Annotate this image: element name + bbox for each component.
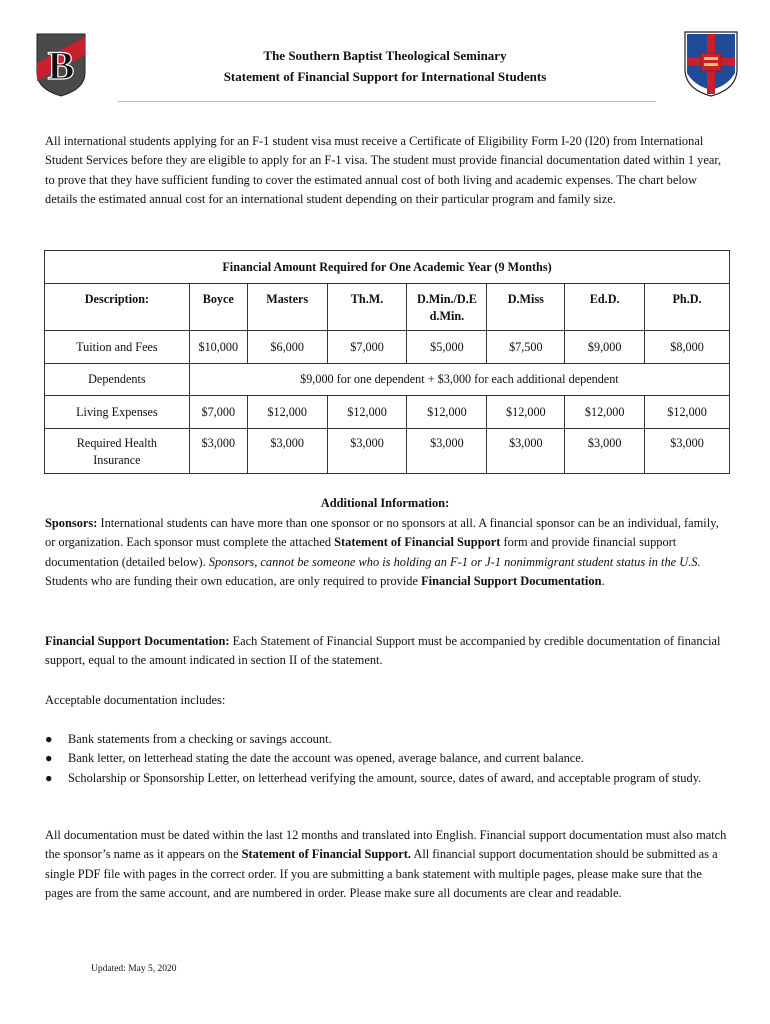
table-cell: $7,000 [189, 396, 247, 429]
table-cell: $12,000 [327, 396, 407, 429]
documentation-requirements-paragraph [45, 826, 730, 904]
updated-date: Updated: May 5, 2020 [91, 964, 177, 974]
sponsors-text: . [601, 574, 605, 589]
table-cell: $7,000 [327, 331, 407, 364]
statement-reference: Statement of Financial Support [334, 535, 501, 550]
statement-reference: Statement of Financial Support. [241, 847, 411, 862]
fsd-label: Financial Support Documentation: [45, 634, 230, 648]
list-item-text: Bank letter, on letterhead stating the date the account was opened, average balance, and current balance. [68, 751, 584, 766]
table-cell: $3,000 [645, 429, 730, 474]
header-cell: Description: [45, 284, 190, 331]
table-row [45, 331, 730, 364]
table-cell: $3,000 [407, 429, 487, 474]
table-cell: $12,000 [487, 396, 565, 429]
document-title: The Southern Baptist Theological Seminary [263, 48, 507, 63]
header-cell: Ph.D. [645, 284, 730, 331]
table-row [45, 364, 730, 396]
table-cell: $3,000 [565, 429, 645, 474]
sponsors-text: Students who are funding their own education, are only required to provide [45, 574, 422, 589]
documentation-reference: Financial Support Documentation [421, 574, 602, 589]
svg-text:B: B [47, 43, 75, 88]
list-item [45, 749, 730, 768]
sponsors-paragraph [45, 514, 730, 592]
bullet-icon: ● [45, 732, 53, 746]
row-label: Dependents [45, 364, 190, 396]
requirements-text: All documentation must be dated within the last 12 months and translated into English. Financial support documentation must also match the sponsor’s name as it appears on the [45, 828, 727, 862]
sponsors-text: International students can have more than one sponsor or no sponsors at all. A financial sponsor can be an individual, family, or organization. Each sponsor must complete the attached [45, 516, 719, 550]
header-cell: D.Min./D.E d.Min. [407, 284, 487, 331]
bullet-icon: ● [45, 751, 53, 766]
bullet-icon: ● [45, 770, 53, 785]
table-cell: $10,000 [189, 331, 247, 364]
seminary-shield-logo [684, 31, 738, 97]
table-caption: Financial Amount Required for One Academic Year (9 Months) [45, 251, 730, 284]
table-cell: $3,000 [247, 429, 327, 474]
list-item [45, 730, 730, 749]
sponsors-text: form and provide financial support documentation (detailed below). [45, 535, 677, 569]
row-label: Living Expenses [45, 396, 190, 429]
acceptable-documentation-intro: Acceptable documentation includes: [45, 693, 226, 707]
table-cell: $12,000 [645, 396, 730, 429]
table-cell: $12,000 [565, 396, 645, 429]
acceptable-documents-list [45, 730, 730, 788]
table-row [45, 396, 730, 429]
financial-support-documentation-paragraph [45, 632, 730, 671]
header-cell: Th.M. [327, 284, 407, 331]
table-cell: $9,000 [565, 331, 645, 364]
table-cell: $12,000 [247, 396, 327, 429]
intro-paragraph: All international students applying for an F-1 student visa must receive a Certificate of Eligibility Form I-20 (I20) from International Student Services before they are eligible to apply for an F-1 visa. The student must provide financial documentation dated within 1 year, to prove that they have sufficient funding to cover the estimated annual cost of both living and academic expenses. The chart below details the estimated annual cost for an international student depending on their particular program and family size. [45, 134, 722, 207]
row-label: Tuition and Fees [45, 331, 190, 364]
table-cell: $12,000 [407, 396, 487, 429]
fsd-text: Each Statement of Financial Support must be accompanied by credible documentation of financial support, equal to the amount indicated in section II of the statement. [45, 634, 721, 668]
header-cell: Boyce [189, 284, 247, 331]
document-subtitle: Statement of Financial Support for International Students [223, 69, 547, 84]
sponsors-restriction: Sponsors, cannot be someone who is holding an F-1 or J-1 nonimmigrant student status in the U.S. [208, 554, 701, 569]
table-cell: $9,000 for one dependent + $3,000 for each additional dependent [189, 364, 729, 396]
header-cell: Ed.D. [565, 284, 645, 331]
row-label: Required Health Insurance [45, 429, 190, 474]
sponsors-label: Sponsors: [45, 516, 98, 530]
additional-info-heading: Additional Information: [320, 496, 450, 510]
table-cell: $3,000 [487, 429, 565, 474]
table-header-row [45, 284, 730, 331]
list-item [45, 769, 730, 788]
header-divider [118, 101, 656, 102]
requirements-text: All financial support documentation should be submitted as a single PDF file with pages in the correct order. If you are submitting a bank statement with multiple pages, please make sure that the pages are from the same account, and are numbered in order. Please make sure all documents are clear and readable. [45, 847, 718, 901]
financial-amount-table [44, 250, 730, 474]
table-cell: $7,500 [487, 331, 565, 364]
header-cell: Masters [247, 284, 327, 331]
boyce-college-logo [36, 33, 86, 97]
table-cell: $3,000 [327, 429, 407, 474]
table-row [45, 429, 730, 474]
list-item-text: Bank statements from a checking or savings account. [68, 732, 332, 746]
table-cell: $5,000 [407, 331, 487, 364]
table-cell: $6,000 [247, 331, 327, 364]
table-caption-row [45, 251, 730, 284]
list-item-text: Scholarship or Sponsorship Letter, on letterhead verifying the amount, source, dates of award, and acceptable program of study. [68, 770, 702, 785]
table-cell: $3,000 [189, 429, 247, 474]
header-cell: D.Miss [487, 284, 565, 331]
table-cell: $8,000 [645, 331, 730, 364]
